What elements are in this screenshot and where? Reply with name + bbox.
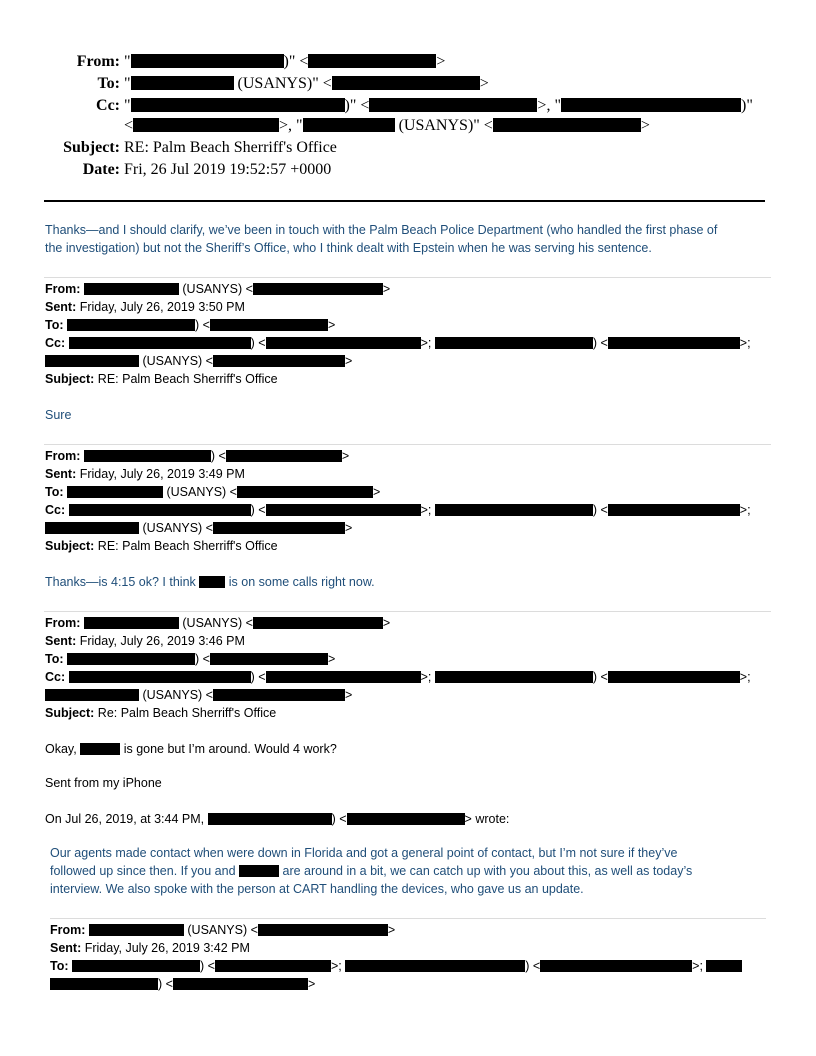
email-3-body: Okay, is gone but I’m around. Would 4 work? xyxy=(45,742,337,756)
redaction-block xyxy=(237,486,373,498)
redaction-block xyxy=(133,118,279,132)
redaction-block xyxy=(253,617,383,629)
redaction-block xyxy=(608,337,740,349)
email-2-from: From: ) < > xyxy=(45,449,350,463)
redaction-block xyxy=(253,283,383,295)
redaction-block xyxy=(345,960,525,972)
subject-value: RE: Palm Beach Sherriff's Office xyxy=(124,139,337,156)
email-4-to: To: ) < >; ) < >; xyxy=(50,959,742,973)
redaction-block xyxy=(45,689,139,701)
email-4-sent: Sent: Friday, July 26, 2019 3:42 PM xyxy=(50,941,250,955)
email-divider xyxy=(44,444,771,445)
header-from-row: From: " )" < > xyxy=(70,53,445,71)
email-1-from: From: (USANYS) < > xyxy=(45,282,391,296)
redaction-block xyxy=(131,54,284,68)
redaction-block xyxy=(493,118,641,132)
redaction-block xyxy=(84,283,179,295)
redaction-block xyxy=(84,617,179,629)
email-2-to: To: (USANYS) < > xyxy=(45,485,381,499)
redaction-block xyxy=(266,671,421,683)
redaction-block xyxy=(210,319,328,331)
redaction-block xyxy=(435,671,593,683)
redaction-block xyxy=(131,76,234,90)
email-1-cc: Cc: ) < >; ) < >; xyxy=(45,336,751,350)
email-3-subject: Subject: Re: Palm Beach Sherriff's Office xyxy=(45,706,277,720)
redaction-block xyxy=(369,98,537,112)
email-divider xyxy=(44,611,771,612)
body-intro-line-1: Thanks—and I should clarify, we’ve been in touch with the Palm Beach Police Department (who handled the first phase of xyxy=(45,223,718,237)
cc-label: Cc: xyxy=(96,97,120,114)
header-cc-row: Cc: " )" < >, " )" xyxy=(70,97,753,115)
redaction-block xyxy=(266,337,421,349)
redaction-block xyxy=(210,653,328,665)
redaction-block xyxy=(303,118,395,132)
redaction-block xyxy=(706,960,742,972)
subject-label: Subject: xyxy=(63,139,120,156)
redaction-block xyxy=(50,978,158,990)
redaction-block xyxy=(213,355,345,367)
redaction-block xyxy=(69,671,251,683)
header-date-row xyxy=(60,161,331,179)
redaction-block xyxy=(89,924,184,936)
redaction-block xyxy=(67,486,163,498)
redaction-block xyxy=(67,319,195,331)
redaction-block xyxy=(608,504,740,516)
redaction-block xyxy=(173,978,308,990)
email-1-subject: Subject: RE: Palm Beach Sherriff's Office xyxy=(45,372,278,386)
email-3-signature: Sent from my iPhone xyxy=(45,776,162,790)
redaction-block xyxy=(213,522,345,534)
email-2-body: Thanks—is 4:15 ok? I think is on some calls right now. xyxy=(45,575,375,589)
email-3-cc: Cc: ) < >; ) < >; xyxy=(45,670,751,684)
header-subject-row xyxy=(60,139,337,157)
redaction-block xyxy=(266,504,421,516)
to-label: To: xyxy=(97,75,120,92)
redaction-block xyxy=(45,522,139,534)
email-2-cc-2: (USANYS) < > xyxy=(45,521,352,535)
email-2-sent: Sent: Friday, July 26, 2019 3:49 PM xyxy=(45,467,245,481)
redaction-block xyxy=(258,924,388,936)
redaction-block xyxy=(226,450,342,462)
email-4-to-2: ) < > xyxy=(50,977,315,991)
header-divider xyxy=(44,200,765,202)
redaction-block xyxy=(67,653,195,665)
email-3-sent: Sent: Friday, July 26, 2019 3:46 PM xyxy=(45,634,245,648)
redaction-block xyxy=(435,504,593,516)
redaction-block xyxy=(80,743,120,755)
redaction-block xyxy=(215,960,331,972)
email-divider xyxy=(44,277,771,278)
redaction-block xyxy=(45,355,139,367)
header-cc-row-2: < >, " (USANYS)" < > xyxy=(124,117,650,134)
email-3-quote-attribution: On Jul 26, 2019, at 3:44 PM, ) < > wrote: xyxy=(45,812,510,826)
email-3-cc-2: (USANYS) < > xyxy=(45,688,352,702)
email-1-sent: Sent: Friday, July 26, 2019 3:50 PM xyxy=(45,300,245,314)
date-label: Date: xyxy=(82,161,120,178)
body-intro-line-2: the investigation) but not the Sheriff’s Office, who I think dealt with Epstein when he was serving his sentence. xyxy=(45,241,652,255)
redaction-block xyxy=(540,960,692,972)
header-to-row: To: " (USANYS)" < > xyxy=(70,75,489,93)
redaction-block xyxy=(72,960,200,972)
email-3-to: To: ) < > xyxy=(45,652,336,666)
email-2-cc: Cc: ) < >; ) < >; xyxy=(45,503,751,517)
quoted-line-2: followed up since then. If you and are around in a bit, we can catch up with you about this, as well as today’s xyxy=(50,864,693,878)
redaction-block xyxy=(308,54,436,68)
redaction-block xyxy=(239,865,279,877)
quoted-line-3: interview. We also spoke with the person at CART handling the devices, who gave us an update. xyxy=(50,882,584,896)
email-1-cc-2: (USANYS) < > xyxy=(45,354,352,368)
email-1-to: To: ) < > xyxy=(45,318,336,332)
email-4-from: From: (USANYS) < > xyxy=(50,923,396,937)
redaction-block xyxy=(213,689,345,701)
email-1-body: Sure xyxy=(45,408,72,422)
redaction-block xyxy=(199,576,225,588)
redaction-block xyxy=(347,813,465,825)
email-2-subject: Subject: RE: Palm Beach Sherriff's Office xyxy=(45,539,278,553)
email-3-from: From: (USANYS) < > xyxy=(45,616,391,630)
redaction-block xyxy=(131,98,345,112)
redaction-block xyxy=(84,450,211,462)
from-label: From: xyxy=(76,53,120,70)
redaction-block xyxy=(435,337,593,349)
redaction-block xyxy=(608,671,740,683)
redaction-block xyxy=(332,76,480,90)
email-divider xyxy=(50,918,766,919)
redaction-block xyxy=(561,98,741,112)
redaction-block xyxy=(208,813,332,825)
date-value: Fri, 26 Jul 2019 19:52:57 +0000 xyxy=(124,161,332,178)
redaction-block xyxy=(69,504,251,516)
quoted-line-1: Our agents made contact when were down in Florida and got a general point of contact, but I’m not sure if they’ve xyxy=(50,846,678,860)
redaction-block xyxy=(69,337,251,349)
